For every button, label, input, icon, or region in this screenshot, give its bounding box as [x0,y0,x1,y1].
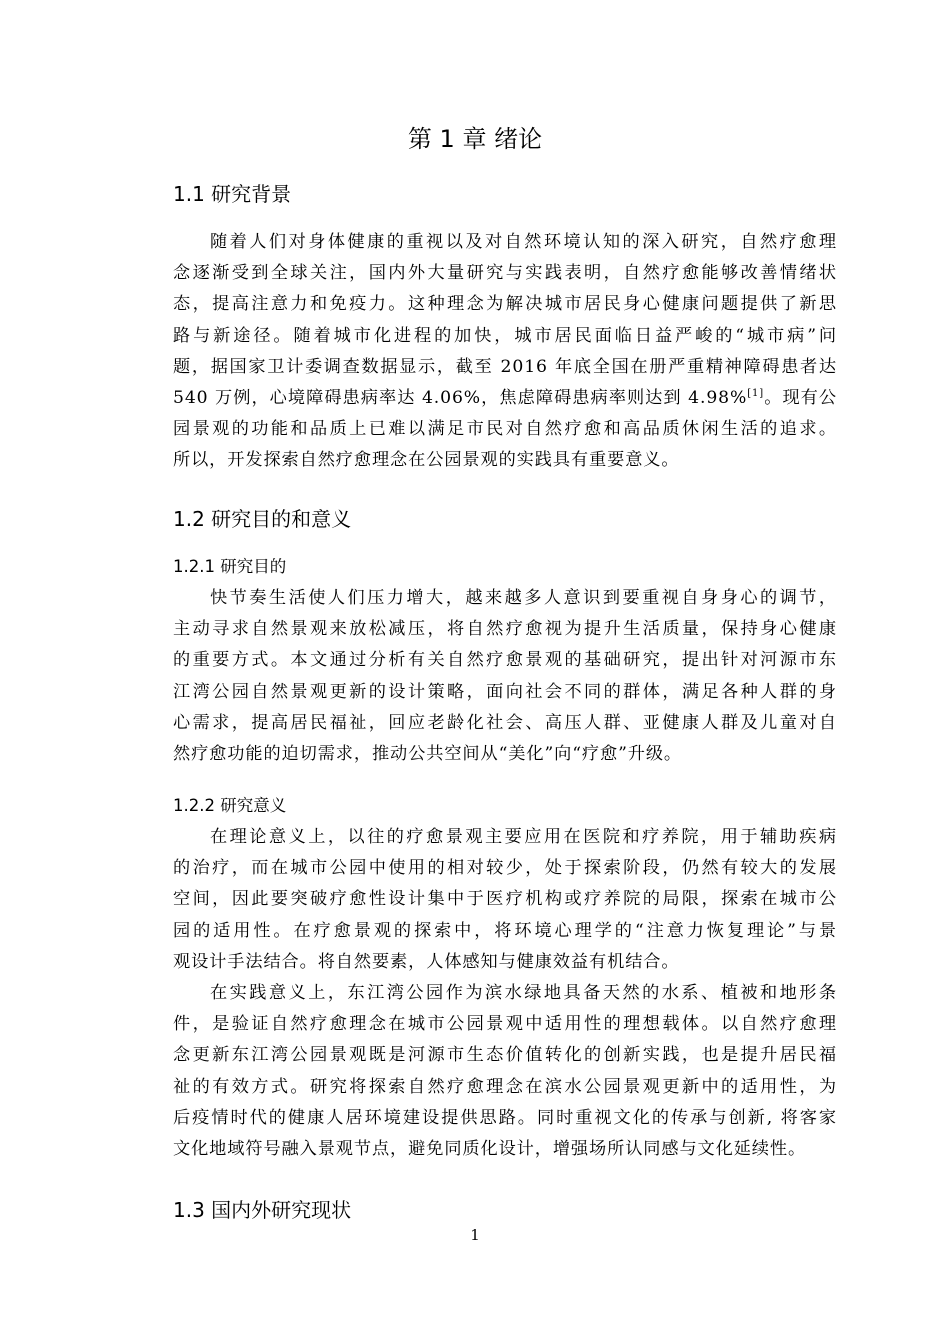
paragraph-research-background [173,227,837,477]
paragraph-line: 态，提高注意力和免疫力。这种理念为解决城市居民身心健康问题提供了新思 [173,294,837,315]
paragraph-line: 在实践意义上，东江湾公园作为滨水绿地具备天然的水系、植被和地形条 [210,982,837,1003]
paragraph-line: 随着人们对身体健康的重视以及对自然环境认知的深入研究，自然疗愈理 [210,232,837,252]
section-heading-1-2: 1.2 研究目的和意义 [173,507,352,531]
paragraph-line: 观设计手法结合。将自然要素，人体感知与健康效益有机结合。 [173,951,680,972]
section-heading-1-2-2: 1.2.2 研究意义 [173,796,287,815]
paragraph-line: 江湾公园自然景观更新的设计策略，面向社会不同的群体，满足各种人群的身 [173,681,837,702]
paragraph-line: 在理论意义上，以往的疗愈景观主要应用在医院和疗养院，用于辅助疾病 [210,827,837,847]
paragraph-line: 所以，开发探索自然疗愈理念在公园景观的实践具有重要意义。 [173,450,680,471]
paragraph-line: 园景观的功能和品质上已难以满足市民对自然疗愈和高品质休闲生活的追求。 [173,419,837,440]
paragraph-line: 后疫情时代的健康人居环境建设提供思路。同时重视文化的传承与创新, 将客家 [173,1107,837,1128]
paragraph-line: 念更新东江湾公园景观既是河源市生态价值转化的创新实践，也是提升居民福 [173,1045,837,1066]
section-heading-1-1: 1.1 研究背景 [173,182,292,206]
paragraph-line: 路与新途径。随着城市化进程的加快，城市居民面临日益严峻的“城市病”问 [173,325,837,346]
paragraph-line: 的治疗，而在城市公园中使用的相对较少，处于探索阶段，仍然有较大的发展 [173,858,837,879]
paragraph-line: 空间，因此要突破疗愈性设计集中于医疗机构或疗养院的局限，探索在城市公 [173,889,837,910]
citation-reference[interactable]: [1] [747,387,765,399]
paragraph-line: 题，据国家卫计委调查数据显示，截至 2016 年底全国在册严重精神障碍患者达 [173,356,837,377]
paragraph-line: 快节奏生活使人们压力增大，越来越多人意识到要重视自身身心的调节， [210,588,837,608]
paragraph-line: 的重要方式。本文通过分析有关自然疗愈景观的基础研究，提出针对河源市东 [173,650,837,671]
paragraph-line: 然疗愈功能的迫切需求，推动公共空间从“美化”向“疗愈”升级。 [173,743,683,764]
paragraph-line: 念逐渐受到全球关注，国内外大量研究与实践表明，自然疗愈能够改善情绪状 [173,263,837,284]
chapter-title: 第 1 章 绪论 [407,125,543,153]
paragraph-line: 主动寻求自然景观来放松减压，将自然疗愈视为提升生活质量，保持身心健康 [173,619,837,640]
paragraph-line: 心需求，提高居民福祉，回应老龄化社会、高压人群、亚健康人群及儿童对自 [173,712,837,733]
paragraph-line: 件，是验证自然疗愈理念在城市公园景观中适用性的理想载体。以自然疗愈理 [173,1014,837,1035]
page-number: 1 [470,1226,480,1244]
paragraph-line: 园的适用性。在疗愈景观的探索中，将环境心理学的“注意力恢复理论”与景 [173,920,837,941]
line-text: 540 万例，心境障碍患病率达 4.06%，焦虑障碍患病率则达到 4.98% [173,387,748,408]
section-heading-1-3: 1.3 国内外研究现状 [173,1198,352,1222]
paragraph-line: 祉的有效方式。研究将探索自然疗愈理念在滨水公园景观更新中的适用性，为 [173,1076,837,1097]
paragraph-research-purpose [173,583,837,770]
paragraph-line: 文化地域符号融入景观节点，避免同质化设计，增强场所认同感与文化延续性。 [173,1138,807,1159]
paragraph-line [173,383,837,414]
line-text: 。现有公 [764,387,837,408]
section-heading-1-2-1: 1.2.1 研究目的 [173,557,287,576]
paragraph-research-significance [173,822,837,1165]
